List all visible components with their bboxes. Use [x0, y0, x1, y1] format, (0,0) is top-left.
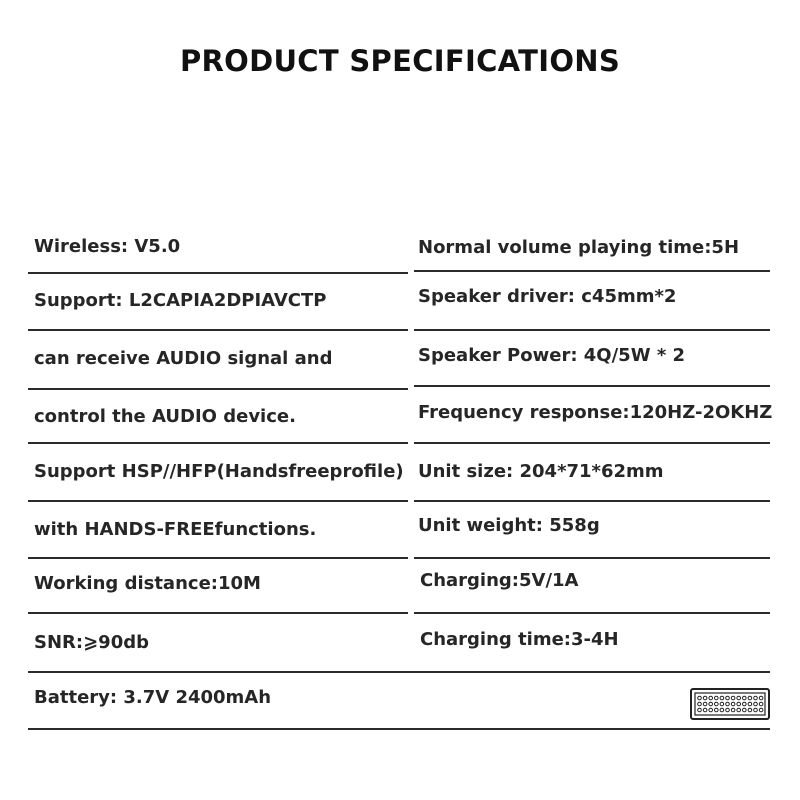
spec-left-audio-control: control the AUDIO device. — [34, 406, 296, 427]
row-divider — [414, 270, 770, 272]
row-divider — [414, 329, 770, 331]
spec-left-wireless: Wireless: V5.0 — [34, 236, 181, 257]
row-divider — [414, 557, 770, 559]
spec-right-charging: Charging:5V/1A — [420, 570, 579, 591]
row-divider — [414, 442, 770, 444]
spec-left-hands-free: with HANDS-FREEfunctions. — [34, 519, 317, 540]
row-divider — [28, 442, 408, 444]
row-divider — [28, 612, 408, 614]
page-title: PRODUCT SPECIFICATIONS — [179, 44, 621, 78]
row-divider — [28, 388, 408, 390]
spec-right-charging-time: Charging time:3-4H — [420, 629, 619, 650]
spec-right-playing-time: Normal volume playing time:5H — [418, 237, 740, 258]
spec-right-unit-weight: Unit weight: 558g — [418, 515, 600, 536]
row-divider — [28, 671, 770, 673]
row-divider — [28, 557, 408, 559]
spec-left-working-distance: Working distance:10M — [34, 573, 261, 594]
spec-left-hsp-hfp: Support HSP//HFP(Handsfreeprofile) — [34, 461, 404, 482]
spec-left-snr: SNR:⩾90db — [34, 632, 149, 653]
connector-port-icon — [690, 688, 770, 720]
row-divider — [28, 728, 770, 730]
spec-left-audio-signal: can receive AUDIO signal and — [34, 348, 333, 369]
row-divider — [414, 385, 770, 387]
spec-right-speaker-power: Speaker Power: 4Q/5W * 2 — [418, 345, 686, 366]
row-divider — [414, 500, 770, 502]
spec-left-support: Support: L2CAPIA2DPIAVCTP — [34, 290, 327, 311]
spec-left-battery: Battery: 3.7V 2400mAh — [34, 687, 272, 708]
row-divider — [28, 500, 408, 502]
row-divider — [28, 272, 408, 274]
spec-right-unit-size: Unit size: 204*71*62mm — [418, 461, 664, 482]
row-divider — [414, 612, 770, 614]
spec-right-frequency: Frequency response:120HZ-2OKHZ — [418, 402, 773, 423]
spec-right-speaker-driver: Speaker driver: c45mm*2 — [418, 286, 677, 307]
row-divider — [28, 329, 408, 331]
